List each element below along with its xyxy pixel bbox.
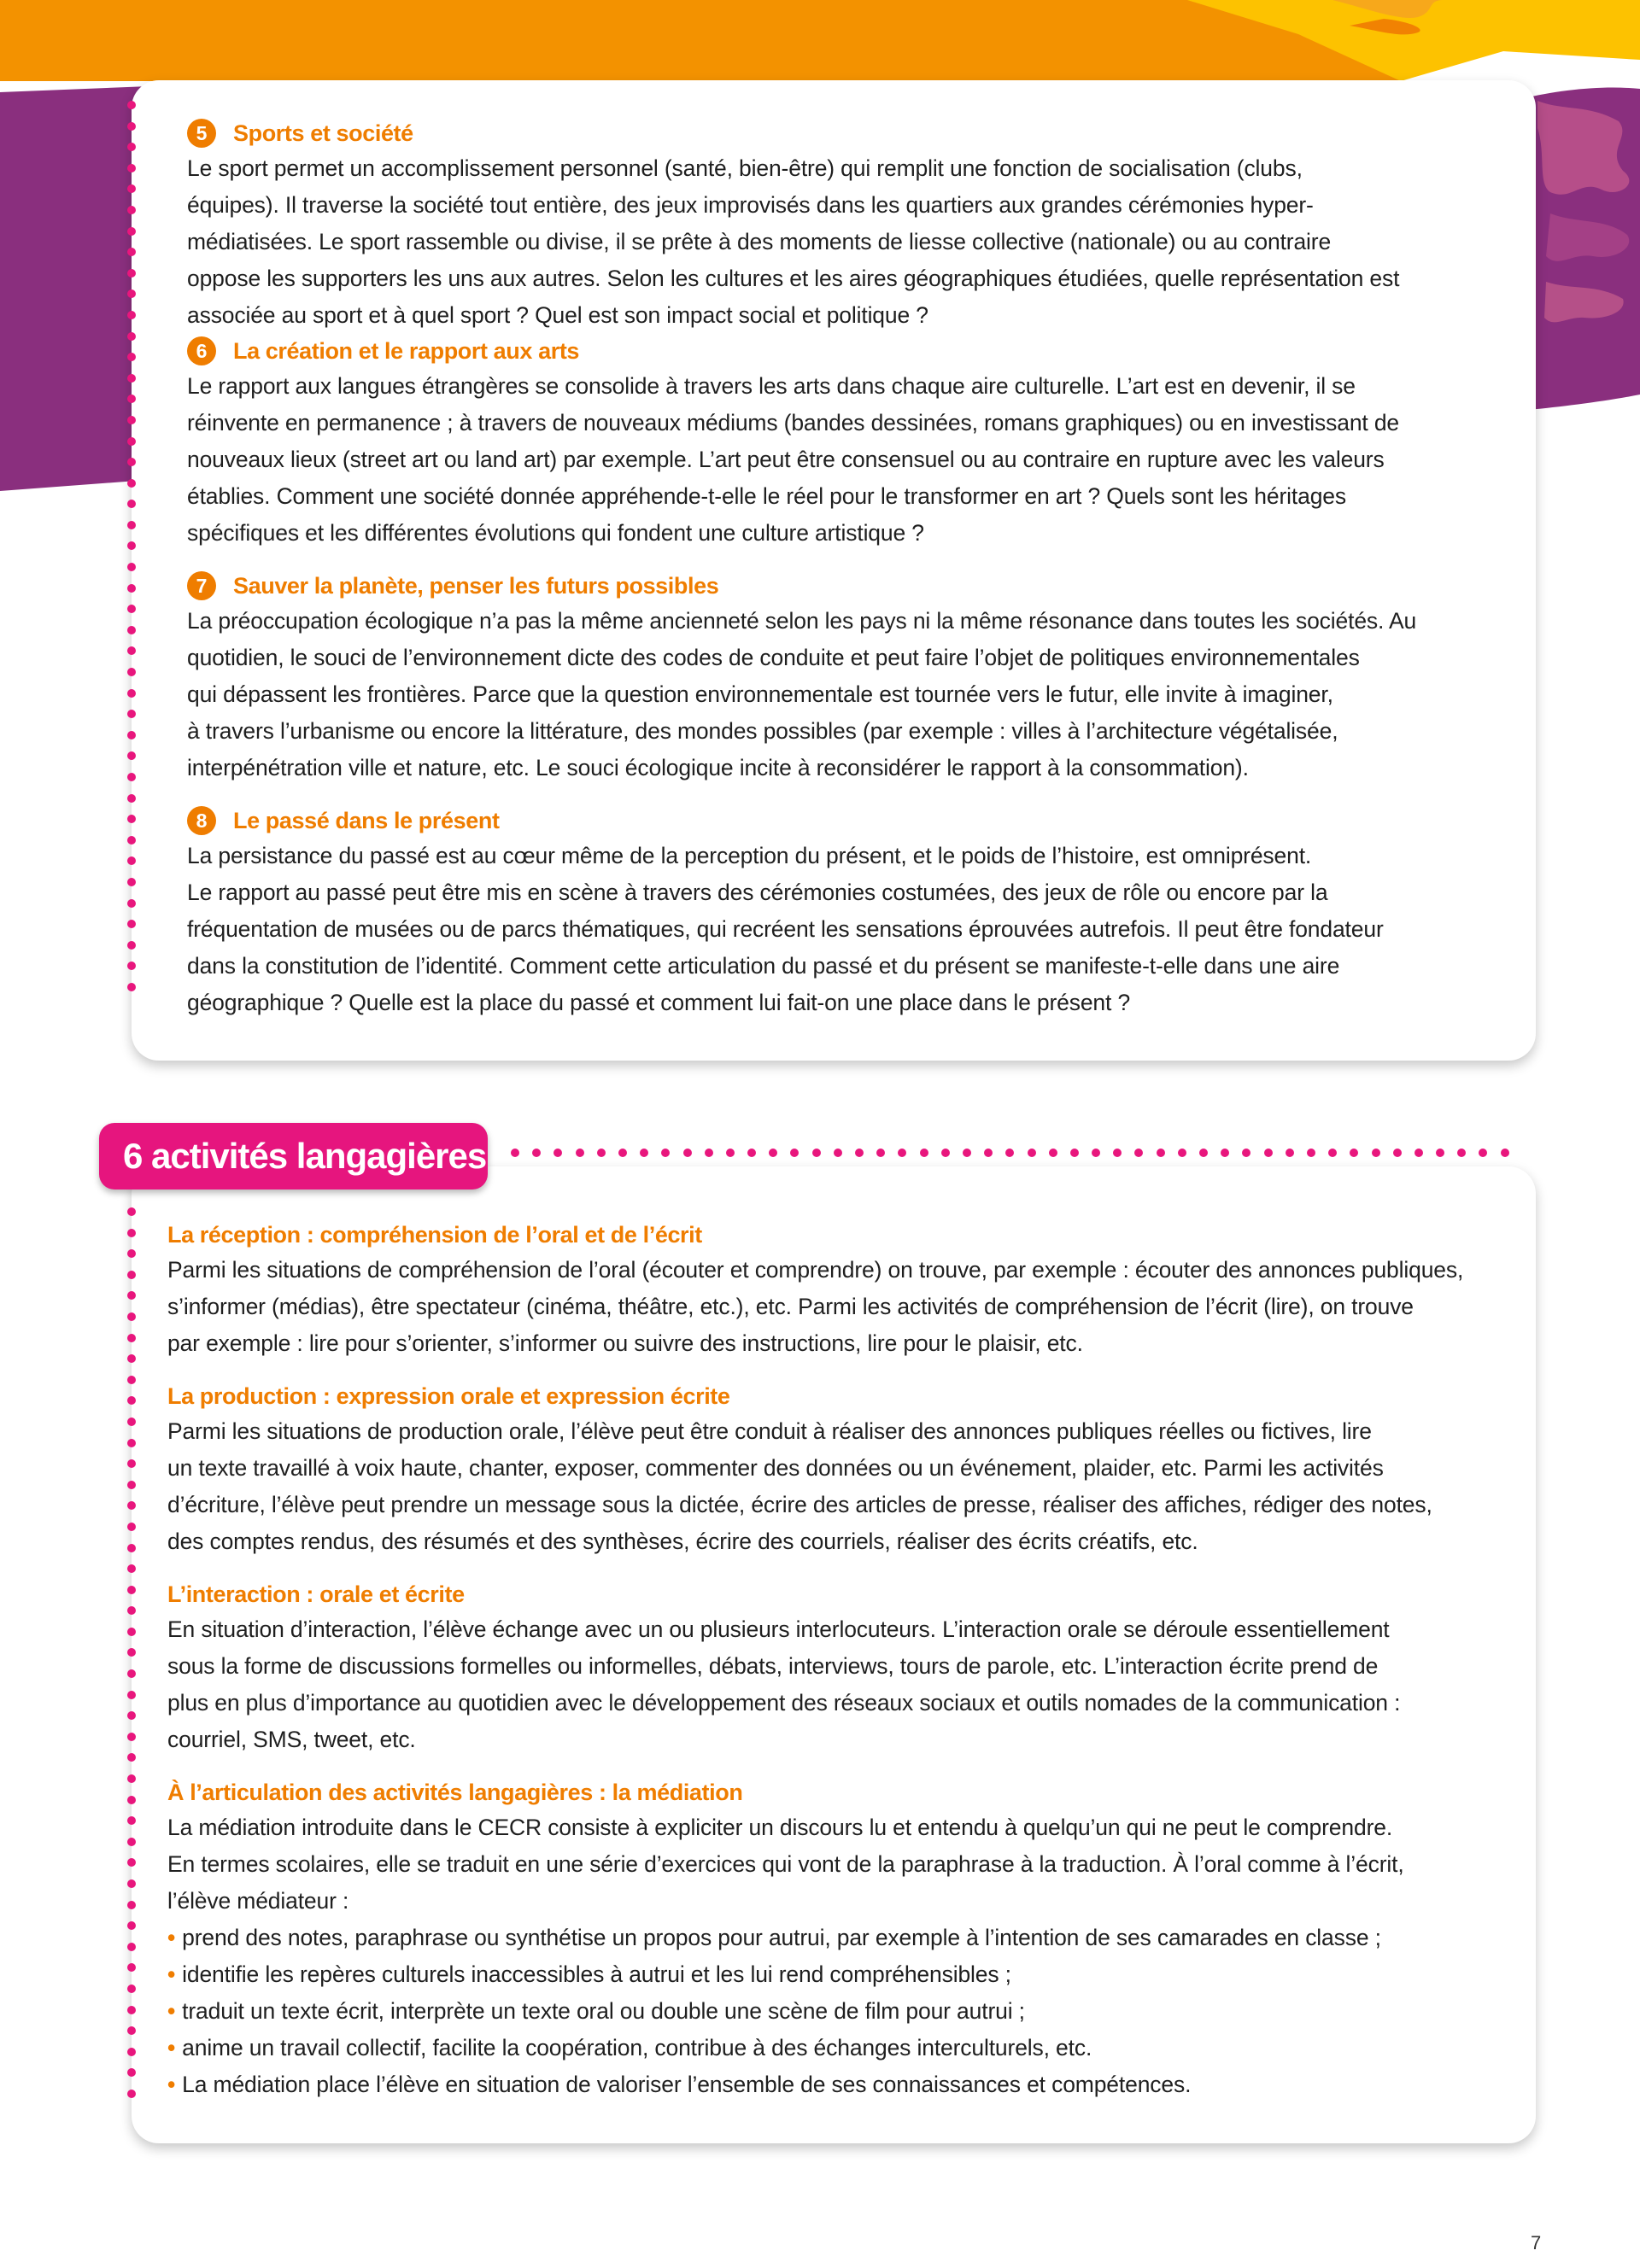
dot-icon [941, 1149, 950, 1157]
dot-icon [127, 794, 136, 803]
bullet-item [167, 2066, 1526, 2103]
theme-section-7 [187, 569, 1520, 786]
body-line: spécifiques et les différentes évolutions qui fondent une culture artistique ? [187, 520, 924, 546]
activity-reception [167, 1218, 1526, 1362]
dot-icon [1307, 1149, 1315, 1157]
body-line: Le rapport au passé peut être mis en scène à travers des cérémonies costumées, des jeux de rôle ou encore par la [187, 880, 1328, 905]
dot-icon [127, 1628, 136, 1636]
section-title: Sports et société [233, 120, 413, 146]
body-line: La préoccupation écologique n’a pas la même ancienneté selon les pays ni la même résonance dans toutes les sociétés. Au [187, 608, 1417, 634]
section-title: Le passé dans le présent [233, 807, 500, 833]
bullet-dot-icon: • [167, 1998, 176, 2024]
section-title: La création et le rapport aux arts [233, 337, 580, 364]
dot-icon [127, 668, 136, 676]
theme-section-5 [187, 116, 1520, 334]
bullet-item [167, 1993, 1526, 2030]
dot-icon [127, 2026, 136, 2035]
dot-icon [127, 1733, 136, 1741]
section-body [187, 603, 1520, 786]
dot-icon [1501, 1149, 1509, 1157]
dot-icon [127, 941, 136, 950]
activity-production [167, 1379, 1526, 1560]
dot-icon [1005, 1149, 1014, 1157]
body-line: fréquentation de musées ou de parcs thématiques, qui recréent les sensations éprouvées autrefois. Il peut être fondateur [187, 916, 1384, 942]
activities-list [167, 1218, 1526, 2103]
section-number-badge: 8 [187, 806, 216, 835]
dot-icon [1479, 1149, 1487, 1157]
dot-icon [127, 1501, 136, 1510]
dot-icon [127, 1249, 136, 1258]
dot-icon [1393, 1149, 1402, 1157]
dot-icon [683, 1149, 692, 1157]
dot-icon [511, 1149, 519, 1157]
activities-heading: 6 activités langagières [123, 1136, 487, 1176]
dot-icon [127, 353, 136, 361]
dot-icon [1457, 1149, 1466, 1157]
dot-icon [1049, 1149, 1057, 1157]
dot-icon [1092, 1149, 1100, 1157]
dot-icon [127, 2048, 136, 2056]
body-line: s’informer (médias), être spectateur (cinéma, théâtre, etc.), etc. Parmi les activités de compréhension de l’écrit (lire), on trouve [167, 1294, 1414, 1319]
dot-icon [127, 773, 136, 781]
dot-icon [127, 856, 136, 865]
dot-icon [834, 1149, 842, 1157]
dot-icon [127, 1774, 136, 1783]
dot-icon [661, 1149, 670, 1157]
dot-icon [127, 1648, 136, 1657]
section-title: Sauver la planète, penser les futurs possibles [233, 572, 719, 599]
section-body [187, 368, 1520, 552]
dot-icon [127, 1396, 136, 1405]
dot-icon [127, 437, 136, 446]
dot-icon [127, 1901, 136, 1909]
dot-icon [812, 1149, 821, 1157]
dot-icon [1157, 1149, 1165, 1157]
dotted-line-left-bottom [127, 1207, 138, 2111]
activity-title: À l’articulation des activités langagières : la médiation [167, 1780, 743, 1805]
dot-icon [127, 626, 136, 634]
dot-icon [127, 1376, 136, 1384]
dot-icon [127, 479, 136, 488]
dot-icon [1178, 1149, 1186, 1157]
dot-icon [920, 1149, 928, 1157]
dot-icon [127, 899, 136, 908]
body-line: un texte travaillé à voix haute, chanter, exposer, commenter des données ou un événement, plaider, etc. Parmi les activités [167, 1455, 1384, 1481]
dot-icon [127, 2006, 136, 2014]
dot-icon [127, 1753, 136, 1762]
body-line: quotidien, le souci de l’environnement dicte des codes de conduite et peut faire l’objet de politiques environnementales [187, 645, 1360, 670]
body-line: La persistance du passé est au cœur même de la perception du présent, et le poids de l’histoire, est omniprésent. [187, 843, 1312, 868]
dot-icon [127, 416, 136, 424]
body-line: associée au sport et à quel sport ? Quel est son impact social et politique ? [187, 302, 928, 328]
dot-icon [127, 1481, 136, 1489]
dot-icon [127, 227, 136, 236]
activity-title: La production : expression orale et expression écrite [167, 1383, 730, 1409]
dot-icon [127, 605, 136, 613]
dot-icon [1286, 1149, 1294, 1157]
dot-icon [705, 1149, 713, 1157]
dot-icon [984, 1149, 993, 1157]
theme-section-6 [187, 334, 1520, 552]
bullet-item [167, 2030, 1526, 2066]
dot-icon [1264, 1149, 1273, 1157]
dot-icon [127, 143, 136, 151]
dot-icon [127, 1963, 136, 1972]
dot-icon [127, 1796, 136, 1804]
activity-title: La réception : compréhension de l’oral et de l’écrit [167, 1222, 702, 1248]
dot-icon [876, 1149, 885, 1157]
body-line: plus en plus d’importance au quotidien avec le développement des réseaux sociaux et outils nomades de la communication : [167, 1690, 1401, 1716]
dot-icon [127, 1439, 136, 1447]
bullet-dot-icon: • [167, 2035, 176, 2060]
dot-icon [532, 1149, 541, 1157]
activities-heading-badge [99, 1123, 488, 1190]
body-line: sous la forme de discussions formelles ou informelles, débats, interviews, tours de parole, etc. L’interaction écrite prend de [167, 1653, 1379, 1679]
body-line: En situation d’interaction, l’élève échange avec un ou plusieurs interlocuteurs. L’interaction orale se déroule essentiellement [167, 1616, 1390, 1642]
dot-icon [127, 1879, 136, 1888]
dot-icon [127, 458, 136, 466]
dot-icon [127, 1229, 136, 1237]
dot-icon [1372, 1149, 1380, 1157]
dot-icon [127, 1334, 136, 1342]
dotted-line-top-right [511, 1149, 1522, 1159]
dot-icon [1199, 1149, 1208, 1157]
section-body [187, 150, 1520, 334]
body-line: En termes scolaires, elle se traduit en une série d’exercices qui vont de la paraphrase à la traduction. À l’oral comme à l’écrit, [167, 1851, 1404, 1877]
themes-list [187, 116, 1520, 1021]
dot-icon [127, 101, 136, 109]
body-line: par exemple : lire pour s’orienter, s’informer ou suivre des instructions, lire pour le plaisir, etc. [167, 1330, 1083, 1356]
body-line: dans la constitution de l’identité. Comment cette articulation du passé et du présent se manifeste-t-elle dans une aire [187, 953, 1340, 979]
dot-icon [127, 1711, 136, 1720]
dot-icon [127, 584, 136, 593]
body-line: courriel, SMS, tweet, etc. [167, 1727, 416, 1752]
dot-icon [963, 1149, 971, 1157]
dot-icon [1328, 1149, 1337, 1157]
dot-icon [726, 1149, 735, 1157]
dot-icon [127, 563, 136, 571]
dot-icon [769, 1149, 777, 1157]
dot-icon [747, 1149, 756, 1157]
dot-icon [127, 962, 136, 970]
section-number-badge: 6 [187, 336, 216, 365]
dot-icon [127, 1606, 136, 1615]
body-line: à travers l’urbanisme ou encore la littérature, des mondes possibles (par exemple : villes à l’architecture végétalisée, [187, 718, 1338, 744]
body-line: Le sport permet un accomplissement personnel (santé, bien-être) qui remplit une fonction de socialisation (clubs, [187, 155, 1303, 181]
dot-icon [127, 1544, 136, 1552]
dot-icon [127, 1838, 136, 1846]
bullet-item [167, 1956, 1526, 1993]
dot-icon [127, 332, 136, 341]
dot-icon [127, 1418, 136, 1426]
dot-icon [127, 395, 136, 403]
dot-icon [1070, 1149, 1079, 1157]
section-number-badge: 7 [187, 571, 216, 600]
dot-icon [127, 731, 136, 739]
dot-icon [127, 920, 136, 928]
bullet-text: anime un travail collectif, facilite la coopération, contribue à des échanges interculturels, etc. [182, 2035, 1092, 2060]
dot-icon [127, 541, 136, 550]
bullet-text: La médiation place l’élève en situation de valoriser l’ensemble de ses connaissances et compétences. [182, 2072, 1192, 2097]
dot-icon [127, 1943, 136, 1951]
page-number: 7 [1531, 2232, 1542, 2253]
dot-icon [1113, 1149, 1122, 1157]
dot-icon [576, 1149, 584, 1157]
dot-icon [127, 500, 136, 508]
dot-icon [554, 1149, 562, 1157]
dot-icon [127, 1669, 136, 1678]
body-line: réinvente en permanence ; à travers de nouveaux médiums (bandes dessinées, romans graphiques) ou en investissant de [187, 410, 1400, 435]
dot-icon [127, 164, 136, 172]
section-number-badge: 5 [187, 119, 216, 148]
dot-icon [127, 374, 136, 383]
activity-interaction [167, 1577, 1526, 1758]
body-line: d’écriture, l’élève peut prendre un message sous la dictée, écrire des articles de presse, réaliser des affiches, rédiger des notes, [167, 1492, 1432, 1517]
dot-icon [127, 751, 136, 760]
dot-icon [127, 248, 136, 256]
dot-icon [855, 1149, 864, 1157]
bullet-dot-icon: • [167, 2072, 176, 2097]
dot-icon [127, 2068, 136, 2077]
dot-icon [898, 1149, 906, 1157]
dot-icon [127, 1291, 136, 1300]
dot-icon [127, 1523, 136, 1531]
dot-icon [127, 1312, 136, 1321]
dot-icon [127, 1354, 136, 1363]
dot-icon [127, 122, 136, 131]
dot-icon [1350, 1149, 1358, 1157]
dot-icon [127, 1271, 136, 1279]
theme-section-8 [187, 804, 1520, 1021]
dot-icon [640, 1149, 648, 1157]
dot-icon [127, 269, 136, 278]
dot-icon [127, 878, 136, 886]
dot-icon [1221, 1149, 1229, 1157]
bullet-item [167, 1920, 1526, 1956]
dotted-line-left-top [127, 101, 138, 1004]
dot-icon [127, 184, 136, 193]
body-line: La médiation introduite dans le CECR consiste à expliciter un discours lu et entendu à quelqu’un qui ne peut le comprendre. [167, 1815, 1393, 1840]
dot-icon [127, 289, 136, 298]
dot-icon [127, 815, 136, 823]
bullet-dot-icon: • [167, 1925, 176, 1950]
dot-icon [127, 1984, 136, 1993]
dot-icon [1436, 1149, 1444, 1157]
activity-mediation [167, 1775, 1526, 2103]
dot-icon [127, 1921, 136, 1930]
body-line: équipes). Il traverse la société tout entière, des jeux improvisés dans les quartiers aux grandes cérémonies hyper- [187, 192, 1314, 218]
dot-icon [127, 1858, 136, 1867]
body-line: Le rapport aux langues étrangères se consolide à travers les arts dans chaque aire culturelle. L’art est en devenir, il se [187, 373, 1356, 399]
section-body [187, 838, 1520, 1021]
dot-icon [790, 1149, 799, 1157]
dot-icon [127, 689, 136, 698]
body-line: Parmi les situations de compréhension de l’oral (écouter et comprendre) on trouve, par exemple : écouter des annonces publiques, [167, 1257, 1464, 1283]
body-line: Parmi les situations de production orale, l’élève peut être conduit à réaliser des annonces publiques réelles ou fictives, lire [167, 1418, 1372, 1444]
dot-icon [127, 836, 136, 845]
dot-icon [127, 206, 136, 214]
dot-icon [1242, 1149, 1250, 1157]
bullet-text: prend des notes, paraphrase ou synthétise un propos pour autrui, par exemple à l’intention de ses camarades en classe ; [182, 1925, 1381, 1950]
bullet-dot-icon: • [167, 1961, 176, 1987]
body-line: géographique ? Quelle est la place du passé et comment lui fait-on une place dans le présent ? [187, 990, 1131, 1015]
body-line: interpénétration ville et nature, etc. Le souci écologique incite à reconsidérer le rapport à la consommation). [187, 755, 1249, 780]
body-line: oppose les supporters les uns aux autres. Selon les cultures et les aires géographiques étudiées, quelle représentation est [187, 266, 1400, 291]
dot-icon [127, 1207, 136, 1216]
dot-icon [127, 983, 136, 991]
body-line: l’élève médiateur : [167, 1888, 349, 1914]
dot-icon [618, 1149, 627, 1157]
bullet-text: identifie les repères culturels inaccessibles à autrui et les lui rend compréhensibles ; [182, 1961, 1011, 1987]
dot-icon [127, 710, 136, 718]
dot-icon [127, 1586, 136, 1594]
dot-icon [1134, 1149, 1143, 1157]
dot-icon [1028, 1149, 1036, 1157]
dot-icon [127, 1691, 136, 1699]
dot-icon [127, 311, 136, 319]
dot-icon [127, 1816, 136, 1825]
dot-icon [127, 646, 136, 655]
dot-icon [127, 521, 136, 529]
activity-title: L’interaction : orale et écrite [167, 1581, 465, 1607]
dot-icon [127, 1459, 136, 1468]
body-line: médiatisées. Le sport rassemble ou divise, il se prête à des moments de liesse collective (nationale) ou au contraire [187, 229, 1332, 254]
dot-icon [1414, 1149, 1423, 1157]
dot-icon [127, 1564, 136, 1573]
body-line: qui dépassent les frontières. Parce que la question environnementale est tournée vers le futur, elle invite à imaginer, [187, 681, 1333, 707]
body-line: nouveaux lieux (street art ou land art) par exemple. L’art peut être consensuel ou au contraire en rupture avec les valeurs [187, 447, 1385, 472]
body-line: établies. Comment une société donnée appréhende-t-elle le réel pour le transformer en art ? Quels sont les héritages [187, 483, 1346, 509]
dot-icon [127, 2090, 136, 2098]
bullet-text: traduit un texte écrit, interprète un texte oral ou double une scène de film pour autrui ; [182, 1998, 1025, 2024]
dot-icon [597, 1149, 606, 1157]
body-line: des comptes rendus, des résumés et des synthèses, écrire des courriels, réaliser des écrits créatifs, etc. [167, 1529, 1198, 1554]
